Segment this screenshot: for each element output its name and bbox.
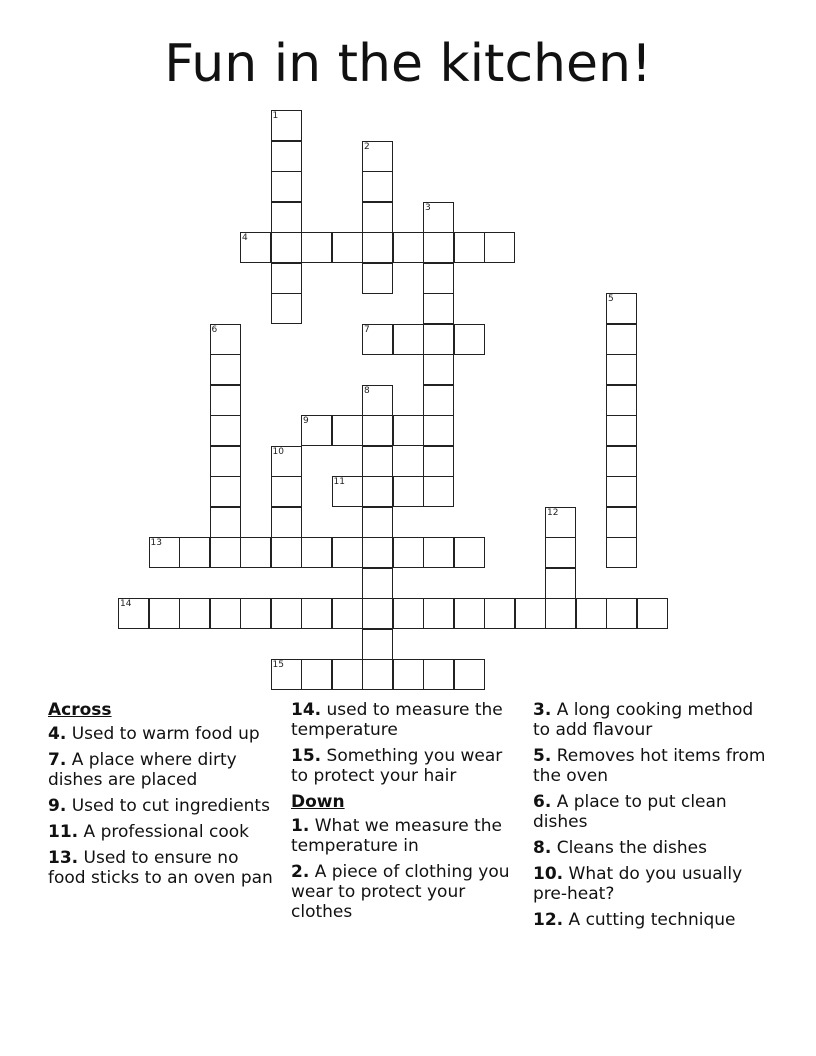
cell-number: 6: [211, 324, 218, 335]
grid-cell[interactable]: [179, 598, 210, 629]
clue-text: Used to cut ingredients: [71, 796, 270, 816]
grid-cell[interactable]: [423, 263, 454, 294]
grid-cell[interactable]: [606, 507, 637, 538]
grid-cell[interactable]: [271, 537, 302, 568]
clue-number: 14.: [291, 700, 322, 720]
grid-cell[interactable]: [606, 598, 637, 629]
grid-cell[interactable]: [362, 568, 393, 599]
grid-cell[interactable]: [393, 324, 424, 355]
grid-cell[interactable]: [606, 476, 637, 507]
grid-cell[interactable]: [393, 659, 424, 690]
clue-text: What we measure the temperature in: [291, 816, 502, 856]
clue-number: 6.: [533, 792, 552, 812]
cell-number: 1: [272, 111, 279, 121]
grid-cell[interactable]: [423, 537, 454, 568]
grid-cell[interactable]: [301, 598, 332, 629]
grid-cell[interactable]: [423, 659, 454, 690]
grid-cell[interactable]: [576, 598, 607, 629]
clue-text: A cutting technique: [568, 910, 736, 930]
clue-text: A place where dirty dishes are placed: [48, 750, 237, 790]
grid-cell[interactable]: [362, 507, 393, 538]
grid-cell[interactable]: [606, 446, 637, 477]
grid-cell[interactable]: [271, 598, 302, 629]
grid-cell[interactable]: [606, 354, 637, 385]
grid-cell[interactable]: [362, 476, 393, 507]
grid-cell[interactable]: [423, 354, 454, 385]
grid-cell[interactable]: [362, 232, 393, 263]
grid-cell[interactable]: [210, 446, 241, 477]
grid-cell[interactable]: [240, 537, 271, 568]
grid-cell[interactable]: [545, 598, 576, 629]
grid-cell[interactable]: [423, 324, 454, 355]
grid-cell[interactable]: [484, 598, 515, 629]
grid-cell[interactable]: [606, 385, 637, 416]
grid-cell[interactable]: [423, 476, 454, 507]
clues-column-3: [533, 700, 773, 936]
grid-cell[interactable]: [332, 537, 363, 568]
clue-down-1: [291, 816, 521, 856]
grid-cell[interactable]: [271, 202, 302, 233]
clue-number: 13.: [48, 848, 79, 868]
grid-cell[interactable]: [271, 263, 302, 294]
clue-number: 2.: [291, 862, 310, 882]
cell-number: 15: [272, 660, 284, 670]
clue-text: Something you wear to protect your hair: [291, 746, 503, 786]
grid-cell[interactable]: [393, 232, 424, 263]
grid-cell[interactable]: [423, 446, 454, 477]
grid-cell[interactable]: [423, 385, 454, 416]
grid-cell[interactable]: [149, 598, 180, 629]
clue-text: A piece of clothing you wear to protect your clothes: [291, 862, 510, 922]
cell-number: 3: [425, 202, 431, 213]
clue-down-8: [533, 838, 773, 858]
clue-number: 9.: [48, 796, 67, 816]
cell-number: 5: [608, 294, 614, 304]
cell-number: 8: [364, 385, 370, 396]
clue-text: Removes hot items from the oven: [533, 746, 766, 786]
grid-cell[interactable]: [301, 232, 332, 263]
clue-across-4: [48, 724, 273, 744]
grid-cell[interactable]: [210, 476, 241, 507]
cell-number: 11: [333, 477, 345, 487]
grid-cell[interactable]: [454, 598, 485, 629]
grid-cell[interactable]: [210, 415, 241, 446]
grid-cell[interactable]: [362, 202, 393, 233]
clue-text: used to measure the temperature: [291, 700, 503, 740]
grid-cell[interactable]: [210, 537, 241, 568]
clue-text: Used to warm food up: [71, 724, 260, 744]
cell-number: 14: [120, 599, 132, 609]
grid-cell[interactable]: [362, 263, 393, 294]
cell-number: 4: [242, 233, 248, 243]
clue-across-9: [48, 796, 273, 816]
clue-across-15: [291, 746, 521, 786]
grid-cell[interactable]: [332, 659, 363, 690]
grid-cell[interactable]: [210, 385, 241, 416]
grid-cell[interactable]: [606, 324, 637, 355]
grid-cell[interactable]: [515, 598, 546, 629]
clue-text: Used to ensure no food sticks to an oven pan: [48, 848, 273, 888]
clue-number: 5.: [533, 746, 552, 766]
grid-cell[interactable]: [423, 232, 454, 263]
grid-cell[interactable]: [454, 232, 485, 263]
clue-down-12: [533, 910, 773, 930]
grid-cell[interactable]: [362, 537, 393, 568]
grid-cell[interactable]: [606, 537, 637, 568]
cell-number: 13: [150, 538, 162, 548]
clue-across-14: [291, 700, 521, 740]
clue-down-6: [533, 792, 773, 832]
grid-cell[interactable]: [332, 415, 363, 446]
clue-number: 7.: [48, 750, 67, 770]
grid-cell[interactable]: [423, 415, 454, 446]
clue-text: Cleans the dishes: [556, 838, 707, 858]
clue-number: 15.: [291, 746, 322, 766]
grid-cell[interactable]: [179, 537, 210, 568]
grid-cell[interactable]: [484, 232, 515, 263]
clue-text: A long cooking method to add flavour: [533, 700, 754, 740]
clue-down-5: [533, 746, 773, 786]
grid-cell[interactable]: [332, 598, 363, 629]
grid-cell[interactable]: [393, 415, 424, 446]
clues-column-1: [48, 700, 273, 894]
clue-number: 4.: [48, 724, 67, 744]
clue-down-3: [533, 700, 773, 740]
clue-down-2: [291, 862, 521, 922]
cell-number: 10: [272, 446, 284, 457]
grid-cell[interactable]: [301, 537, 332, 568]
clue-across-11: [48, 822, 273, 842]
clue-across-13: [48, 848, 273, 888]
grid-cell[interactable]: [271, 293, 302, 324]
grid-cell[interactable]: [362, 629, 393, 660]
grid-cell[interactable]: [271, 476, 302, 507]
down-heading: Down: [291, 792, 345, 812]
across-heading: Across: [48, 700, 112, 720]
grid-cell[interactable]: [210, 354, 241, 385]
grid-cell[interactable]: [332, 232, 363, 263]
grid-cell[interactable]: [545, 537, 576, 568]
grid-cell[interactable]: [271, 507, 302, 538]
cell-number: 7: [364, 324, 370, 335]
grid-cell[interactable]: [606, 415, 637, 446]
grid-cell[interactable]: [271, 232, 302, 263]
grid-cell[interactable]: [362, 659, 393, 690]
cell-number: 9: [303, 416, 309, 426]
grid-cell[interactable]: [454, 324, 485, 355]
clue-text: A professional cook: [83, 822, 249, 842]
grid-cell[interactable]: [301, 659, 332, 690]
grid-cell[interactable]: [362, 415, 393, 446]
grid-cell[interactable]: [362, 598, 393, 629]
clue-number: 3.: [533, 700, 552, 720]
clues-column-2: [291, 700, 521, 928]
grid-cell[interactable]: [637, 598, 668, 629]
grid-cell[interactable]: [362, 171, 393, 202]
grid-cell[interactable]: [240, 598, 271, 629]
grid-cell[interactable]: [393, 598, 424, 629]
clue-number: 8.: [533, 838, 552, 858]
page-title: Fun in the kitchen!: [164, 34, 652, 94]
clue-text: A place to put clean dishes: [533, 792, 727, 832]
grid-cell[interactable]: [393, 537, 424, 568]
grid-cell[interactable]: [362, 446, 393, 477]
cell-number: 2: [364, 141, 370, 152]
clue-across-7: [48, 750, 273, 790]
cell-number: 12: [547, 507, 559, 518]
grid-cell[interactable]: [454, 537, 485, 568]
grid-cell[interactable]: [545, 568, 576, 599]
grid-cell[interactable]: [454, 659, 485, 690]
clue-number: 10.: [533, 864, 564, 884]
grid-cell[interactable]: [423, 598, 454, 629]
grid-cell[interactable]: [210, 598, 241, 629]
grid-cell[interactable]: [271, 171, 302, 202]
clue-number: 12.: [533, 910, 564, 930]
grid-cell[interactable]: [210, 507, 241, 538]
grid-cell[interactable]: [271, 141, 302, 172]
clue-number: 11.: [48, 822, 79, 842]
grid-cell[interactable]: [423, 293, 454, 324]
clue-down-10: [533, 864, 773, 904]
grid-cell[interactable]: [393, 476, 424, 507]
clue-number: 1.: [291, 816, 310, 836]
clue-text: What do you usually pre-heat?: [533, 864, 743, 904]
